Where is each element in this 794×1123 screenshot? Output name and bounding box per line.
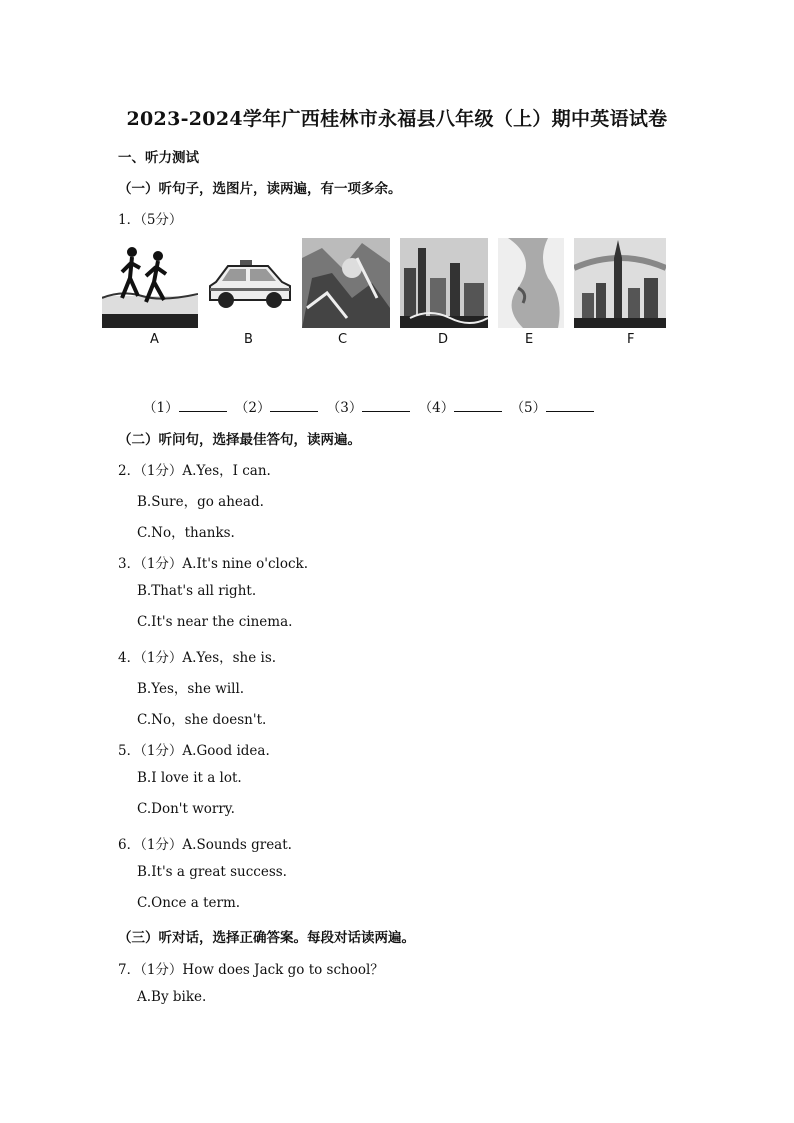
picture-f-skyline [574, 238, 666, 328]
picture-d-city [400, 238, 488, 328]
part1-instruction: （一）听句子，选图片，读两遍，有一项多余。 [118, 181, 402, 197]
question-5-option-b: B.I love it a lot. [137, 770, 242, 786]
blank-label-2: （2） [234, 400, 271, 416]
question-2-option-b: B.Sure，go ahead. [137, 494, 264, 510]
answer-blanks [143, 396, 598, 416]
answer-blank-4[interactable] [454, 399, 502, 412]
question-6-stem: 6．（1分）A.Sounds great. [118, 837, 292, 853]
question-1-stem: 1．（5分） [118, 212, 183, 228]
question-3-option-c: C.It's near the cinema. [137, 614, 293, 630]
question-4-option-c: C.No，she doesn't. [137, 712, 267, 728]
picture-a-runners [102, 238, 198, 328]
question-7-stem: 7．（1分）How does Jack go to school？ [118, 962, 384, 978]
question-4-option-b: B.Yes，she will. [137, 681, 245, 697]
question-3-option-b: B.That's all right. [137, 583, 257, 599]
question-5-stem: 5．（1分）A.Good idea. [118, 743, 270, 759]
blank-label-4: （4） [418, 400, 455, 416]
picture-c-scene [302, 238, 390, 328]
question-2-option-c: C.No，thanks. [137, 525, 235, 541]
answer-blank-5[interactable] [546, 399, 594, 412]
part3-instruction: （三）听对话，选择正确答案。每段对话读两遍。 [118, 930, 415, 946]
picture-e [498, 238, 564, 328]
answer-blank-2[interactable] [270, 399, 318, 412]
question-4-stem: 4．（1分）A.Yes，she is. [118, 650, 277, 666]
picture-options [102, 238, 670, 328]
picture-label-b: B [244, 332, 253, 347]
question-6-option-b: B.It's a great success. [137, 864, 287, 880]
picture-label-e: E [525, 332, 534, 347]
question-5-option-c: C.Don't worry. [137, 801, 235, 817]
exam-title: 2023-2024学年广西桂林市永福县八年级（上）期中英语试卷 [126, 108, 668, 130]
picture-label-f: F [627, 332, 635, 347]
picture-label-a: A [150, 332, 159, 347]
blank-label-5: （5） [510, 400, 547, 416]
answer-blank-3[interactable] [362, 399, 410, 412]
blank-label-3: （3） [326, 400, 363, 416]
question-3-stem: 3．（1分）A.It's nine o'clock. [118, 556, 309, 572]
picture-b-taxi [206, 238, 294, 328]
question-7-option-a: A.By bike. [137, 989, 207, 1005]
question-6-option-c: C.Once a term. [137, 895, 241, 911]
part2-instruction: （二）听问句，选择最佳答句，读两遍。 [118, 432, 361, 448]
picture-label-c: C [338, 332, 348, 347]
picture-label-d: D [438, 332, 449, 347]
blank-label-1: （1） [143, 400, 179, 416]
question-2-stem: 2．（1分）A.Yes，I can. [118, 463, 271, 479]
answer-blank-1[interactable] [179, 399, 227, 412]
section-listening-heading: 一、听力测试 [118, 150, 199, 166]
